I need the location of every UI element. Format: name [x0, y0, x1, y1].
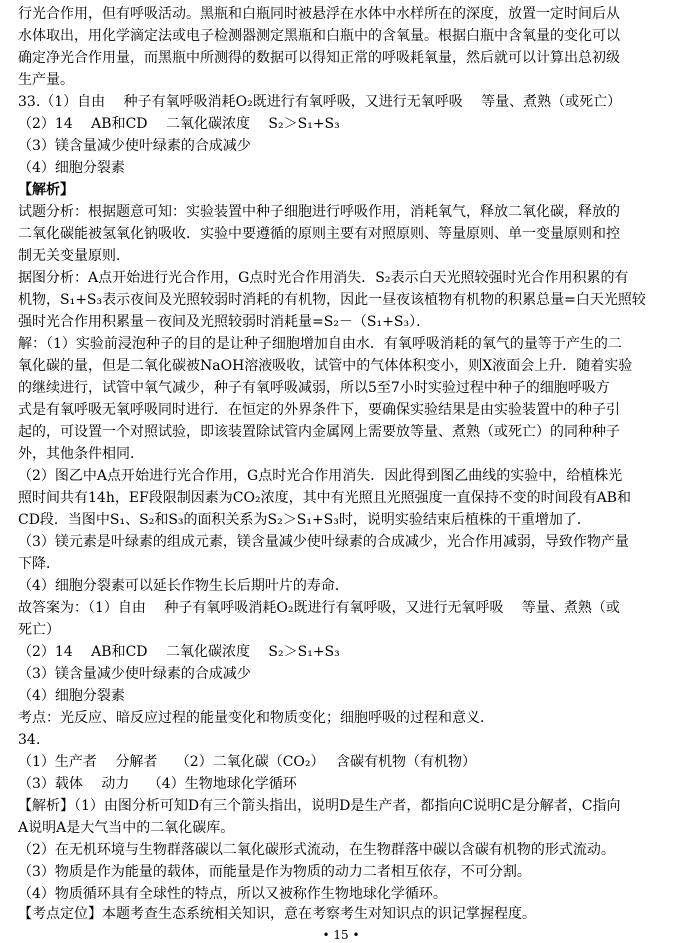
- question-34-number: 34.: [18, 732, 41, 748]
- analysis-line: 【解析】（1）由图分析可知D有三个箭头指出，说明D是生产者，都指向C说明C是分解者，C指向: [18, 798, 621, 814]
- text-line: CD段．当图中S₁、S₂和S₃的面积关系为S₂＞S₁+S₃时，说明实验结束后植株的干重增加了．: [18, 512, 591, 528]
- text-line: （3）物质是作为能量的载体，而能量是作为物质的动力二者相互依存，不可分割。: [18, 864, 531, 880]
- text-line: （2）在无机环境与生物群落碳以二氧化碳形式流动，在生物群落中碳以含碳有机物的形式流动。: [18, 842, 615, 858]
- text-line: （3）镁元素是叶绿素的组成元素，镁含量减少使叶绿素的合成减少，光合作用减弱，导致作物产量: [18, 534, 629, 550]
- text-line: 行光合作用，但有呼吸活动。黑瓶和白瓶同时被悬浮在水体中水样所在的深度，放置一定时间后从: [18, 6, 620, 22]
- text-line: A说明A是大气当中的二氧化碳库。: [18, 820, 235, 836]
- text-line: （3）镁含量减少使叶绿素的合成减少: [18, 138, 251, 154]
- text-line: （2）14 AB和CD 二氧化碳浓度 S₂＞S₁+S₃: [18, 116, 340, 132]
- exam-point-line: 考点：光反应、暗反应过程的能量变化和物质变化；细胞呼吸的过程和意义．: [18, 710, 494, 726]
- analysis-heading: 【解析】: [18, 182, 74, 198]
- text-line: 解：（1）实验前浸泡种子的目的是让种子细胞增加自由水．有氧呼吸消耗的氧气的量等于产生的二: [18, 336, 622, 352]
- text-line: 据图分析：A点开始进行光合作用，G点时光合作用消失．S₂表示白天光照较强时光合作用积累的有: [18, 270, 629, 286]
- text-line: （4）细胞分裂素: [18, 688, 125, 704]
- text-line: （4）细胞分裂素可以延长作物生长后期叶片的寿命．: [18, 578, 349, 594]
- text-line: 制无关变量原则．: [18, 248, 130, 264]
- text-line: 外，其他条件相同．: [18, 446, 144, 462]
- text-line: 氧化碳的量，但是二氧化碳被NaOH溶液吸收，试管中的气体体积变小，则X液面会上升．随着实验: [18, 358, 633, 374]
- text-line: （4）细胞分裂素: [18, 160, 125, 176]
- text-line: （3）镁含量减少使叶绿素的合成减少: [18, 666, 251, 682]
- text-line: 式是有氧呼吸无氧呼吸同时进行．在恒定的外界条件下，要确保实验结果是由实验装置中的种子引: [18, 402, 620, 418]
- text-line: 试题分析：根据题意可知：实验装置中种子细胞进行呼吸作用，消耗氧气，释放二氧化碳，释放的: [18, 204, 620, 220]
- text-line: 下降．: [18, 556, 60, 572]
- text-line: （1）生产者 分解者 （2）二氧化碳（CO₂） 含碳有机物（有机物）: [18, 754, 476, 770]
- question-33-answer-line: 33.（1）自由 种子有氧呼吸消耗O₂既进行有氧呼吸，又进行无氧呼吸 等量、煮熟（或死亡）: [18, 94, 622, 110]
- text-line: 水体取出，用化学滴定法或电子检测器测定黑瓶和白瓶中的含氧量。根据白瓶中含氧量的变化可以: [18, 28, 620, 44]
- text-line: 生产量。: [18, 72, 74, 88]
- text-line: 的继续进行，试管中氧气减少，种子有氧呼吸减弱，所以5至7小时实验过程中种子的细胞呼吸方: [18, 380, 610, 396]
- text-line: 机物，S₁+S₃表示夜间及光照较弱时消耗的有机物，因此一昼夜该植物有机物的积累总量=白天光照较: [18, 292, 646, 308]
- text-line: 强时光合作用积累量－夜间及光照较弱时消耗量=S₂－（S₁+S₃）．: [18, 314, 431, 330]
- text-line: 二氧化碳能被氢氧化钠吸收．实验中要遵循的原则主要有对照原则、等量原则、单一变量原则和控: [18, 226, 620, 242]
- text-line: 照时间共有14h，EF段限制因素为CO₂浓度，其中有光照且光照强度一直保持不变的时间段有AB和: [18, 490, 631, 506]
- text-line: 死亡）: [18, 622, 60, 638]
- exam-location-line: 【考点定位】本题考查生态系统相关知识，意在考察考生对知识点的识记掌握程度。: [18, 906, 536, 922]
- text-line: （3）载体 动力 （4）生物地球化学循环: [18, 776, 297, 792]
- text-line: 确定净光合作用量，而黑瓶中所测得的数据可以得知正常的呼吸耗氧量，然后就可以计算出总初级: [18, 50, 620, 66]
- text-line: （2）图乙中A点开始进行光合作用，G点时光合作用消失．因此得到图乙曲线的实验中，给植株光: [18, 468, 623, 484]
- text-line: （2）14 AB和CD 二氧化碳浓度 S₂＞S₁+S₃: [18, 644, 340, 660]
- page-number: • 15 •: [322, 928, 360, 942]
- text-line: （4）物质循环具有全球性的特点，所以又被称作生物地球化学循环。: [18, 886, 447, 902]
- final-answer-line: 故答案为：（1）自由 种子有氧呼吸消耗O₂既进行有氧呼吸，又进行无氧呼吸 等量、煮熟（或: [18, 600, 620, 616]
- text-line: 起的，可设置一个对照试验，即该装置除试管内金属网上需要放等量、煮熟（或死亡）的同种种子: [18, 424, 620, 440]
